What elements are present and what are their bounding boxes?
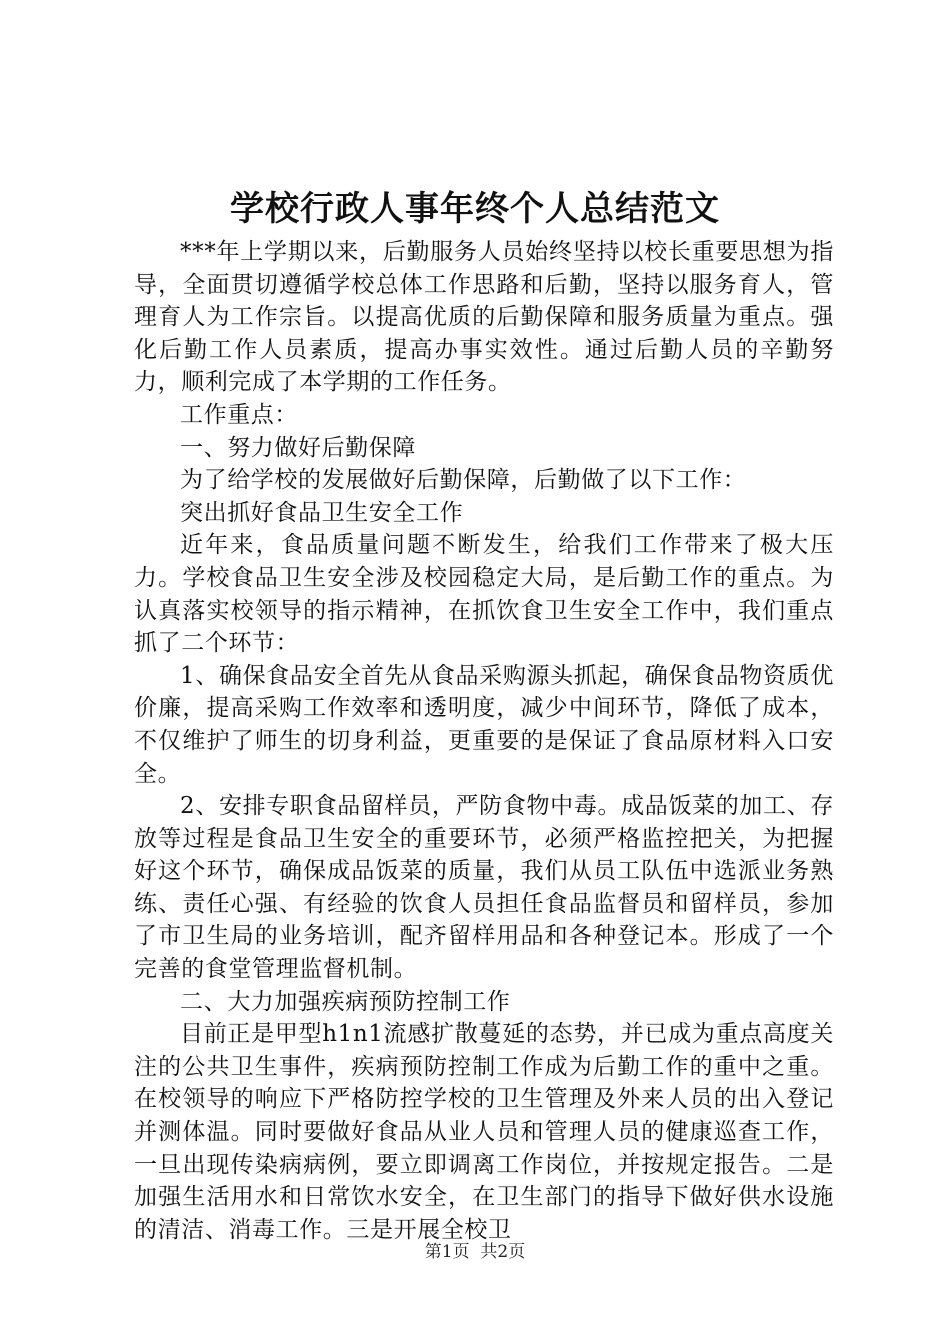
paragraph-work-focus: 工作重点： [180,401,298,428]
footer-spacer [470,1242,481,1262]
section-heading-2: 二、大力加强疾病预防控制工作 [180,988,511,1015]
section-heading-1: 一、努力做好后勤保障 [180,434,416,461]
list-item-1: 1、确保食品安全首先从食品采购源头抓起，确保食品物资质优价廉，提高采购工作效率和透明度，减少中间环节，降低了成本，不仅维护了师生的切身利益，更重要的是保证了食品原材料入口安全。 [134,662,834,787]
document-body [134,236,834,1246]
paragraph-intro: ***年上学期以来，后勤服务人员始终坚持以校长重要思想为指导，全面贯切遵循学校总体工作思路和后勤，坚持以服务育人，管理育人为工作宗旨。以提高优质的后勤保障和服务质量为重点。强化后勤工作人员素质，提高办事实效性。通过后勤人员的辛勤努力，顺利完成了本学期的工作任务。 [134,239,834,396]
page-number-total: 共2页 [480,1242,526,1262]
paragraph-food-safety: 近年来，食品质量问题不断发生，给我们工作带来了极大压力。学校食品卫生安全涉及校园稳定大局，是后勤工作的重点。为认真落实校领导的指示精神，在抓饮食卫生安全工作中，我们重点抓了二个环节： [134,532,834,657]
paragraph-disease-control: 目前正是甲型h1n1流感扩散蔓延的态势，并已成为重点高度关注的公共卫生事件，疾病预防控制工作成为后勤工作的重中之重。在校领导的响应下严格防控学校的卫生管理及外来人员的出入登记并测体温。同时要做好食品从业人员和管理人员的健康巡查工作，一旦出现传染病病例，要立即调离工作岗位，并按规定报告。二是加强生活用水和日常饮水安全，在卫生部门的指导下做好供水设施的清洁、消毒工作。三是开展全校卫 [134,1021,834,1243]
list-item-2: 2、安排专职食品留样员，严防食物中毒。成品饭菜的加工、存放等过程是食品卫生安全的重要环节，必须严格监控把关，为把握好这个环节，确保成品饭菜的质量，我们从员工队伍中选派业务熟练、责任心强、有经验的饮食人员担任食品监督员和留样员，参加了市卫生局的业务培训，配齐留样用品和各种登记本。形成了一个完善的食堂管理监督机制。 [134,793,834,983]
page-footer [0,1240,950,1264]
document-title: 学校行政人事年终个人总结范文 [230,189,720,229]
paragraph-section-1-intro: 为了给学校的发展做好后勤保障，后勤做了以下工作： [180,467,747,494]
page-number-current: 第1页 [424,1242,470,1262]
subsection-heading-food-safety: 突出抓好食品卫生安全工作 [180,499,464,526]
